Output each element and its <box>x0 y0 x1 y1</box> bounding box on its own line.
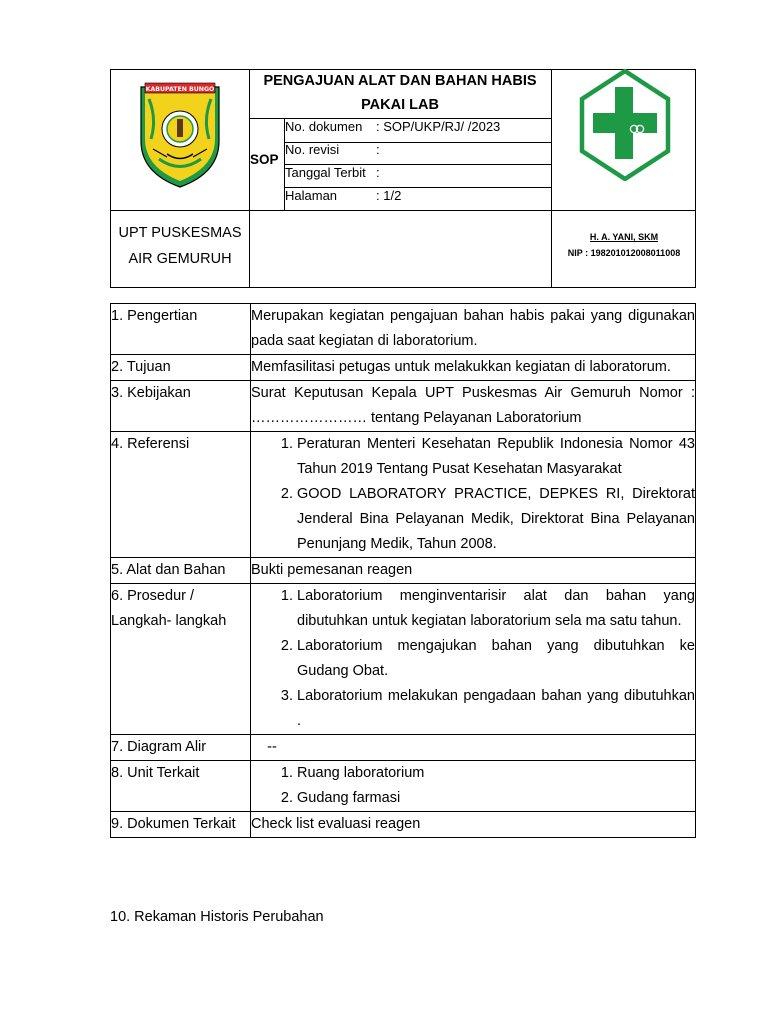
row-content <box>251 355 695 380</box>
reference-list <box>251 432 695 557</box>
row-content <box>251 761 695 811</box>
sop-label: SOP <box>250 152 279 167</box>
row-label: 7. Diagram Alir <box>111 735 251 760</box>
meta-value: : <box>376 142 380 157</box>
meta-row-page <box>285 188 401 204</box>
row-text: -- <box>251 739 277 755</box>
meta-key: No. dokumen <box>285 119 363 134</box>
list-item: 1. Ruang laboratorium <box>297 761 695 786</box>
row-content <box>251 558 695 583</box>
procedure-table <box>110 303 696 838</box>
list-item: 1. Laboratorium menginventarisir alat dan bahan yang dibutuhkan untuk kegiatan laboratorium sela ma satu tahun. <box>297 584 695 634</box>
org-line-2: AIR GEMURUH <box>128 251 232 267</box>
meta-row-document-number <box>285 119 500 135</box>
list-item: 2. Laboratorium mengajukan bahan yang dibutuhkan ke Gudang Obat. <box>297 634 695 684</box>
revision-history-heading: 10. Rekaman Historis Perubahan <box>110 909 324 925</box>
row-label: 5. Alat dan Bahan <box>111 558 251 583</box>
meta-value: : 1/2 <box>376 188 402 203</box>
row-text: Merupakan kegiatan pengajuan bahan habis pakai yang digunakan pada saat kegiatan di laboratorium. <box>251 308 695 349</box>
row-label-line-2: Langkah- langkah <box>111 613 227 629</box>
table-row <box>110 355 696 381</box>
row-label: 9. Dokumen Terkait <box>111 812 251 837</box>
organization-name <box>110 220 250 272</box>
list-item: 2. Gudang farmasi <box>297 786 695 811</box>
row-text: Surat Keputusan Kepala UPT Puskesmas Air Gemuruh Nomor : …………………… tentang Pelayanan Laboratorium <box>251 385 695 426</box>
list-item: 1. Peraturan Menteri Kesehatan Republik Indonesia Nomor 43 Tahun 2019 Tentang Pusat Kesehatan Masyarakat <box>297 432 695 482</box>
row-label: 1. Pengertian <box>111 304 251 354</box>
row-content <box>251 381 695 431</box>
row-text: Bukti pemesanan reagen <box>251 562 413 578</box>
meta-row-revision <box>285 142 380 158</box>
table-row <box>110 381 696 432</box>
list-item: 3. Laboratorium melakukan pengadaan bahan yang dibutuhkan . <box>297 684 695 734</box>
row-text: Memfasilitasi petugas untuk melakukkan kegiatan di laboratorum. <box>251 359 671 375</box>
puskesmas-logo-icon <box>579 69 671 181</box>
unit-list <box>251 761 695 811</box>
meta-value: : SOP/UKP/RJ/ /2023 <box>376 119 501 134</box>
meta-row-issue-date <box>285 165 380 181</box>
org-line-1: UPT PUSKESMAS <box>118 225 242 241</box>
row-label <box>111 584 251 734</box>
row-content <box>251 584 695 734</box>
row-content <box>251 304 695 354</box>
meta-key: Tanggal Terbit <box>285 165 366 180</box>
crest-banner-text: KABUPATEN BUNGO <box>145 86 215 93</box>
table-row <box>110 432 696 558</box>
table-row <box>110 735 696 761</box>
row-content <box>251 812 695 837</box>
row-label: 3. Kebijakan <box>111 381 251 431</box>
meta-key: Halaman <box>285 188 338 203</box>
signer-name: H. A. YANI, SKM <box>589 232 659 242</box>
row-content <box>251 432 695 557</box>
row-content <box>251 735 695 760</box>
row-text: Check list evaluasi reagen <box>251 816 421 832</box>
table-row <box>110 303 696 355</box>
row-label: 8. Unit Terkait <box>111 761 251 811</box>
procedure-list <box>251 584 695 734</box>
table-row <box>110 761 696 812</box>
table-row <box>110 584 696 735</box>
row-label: 2. Tujuan <box>111 355 251 380</box>
table-row <box>110 812 696 838</box>
row-label: 4. Referensi <box>111 432 251 557</box>
list-item: 2. GOOD LABORATORY PRACTICE, DEPKES RI, Direktorat Jenderal Bina Pelayanan Medik, Direktorat Bina Pelayanan Penunjang Medik, Tahun 2008. <box>297 482 695 557</box>
row-label-line-1: 6. Prosedur / <box>111 588 195 604</box>
document-title: PENGAJUAN ALAT DAN BAHAN HABIS PAKAI LAB <box>263 73 537 113</box>
kabupaten-bungo-crest-icon <box>137 79 223 189</box>
meta-key: No. revisi <box>285 142 340 157</box>
table-row <box>110 558 696 584</box>
signer-nip: NIP : 198201012008011008 <box>567 248 681 258</box>
meta-value: : <box>376 165 380 180</box>
